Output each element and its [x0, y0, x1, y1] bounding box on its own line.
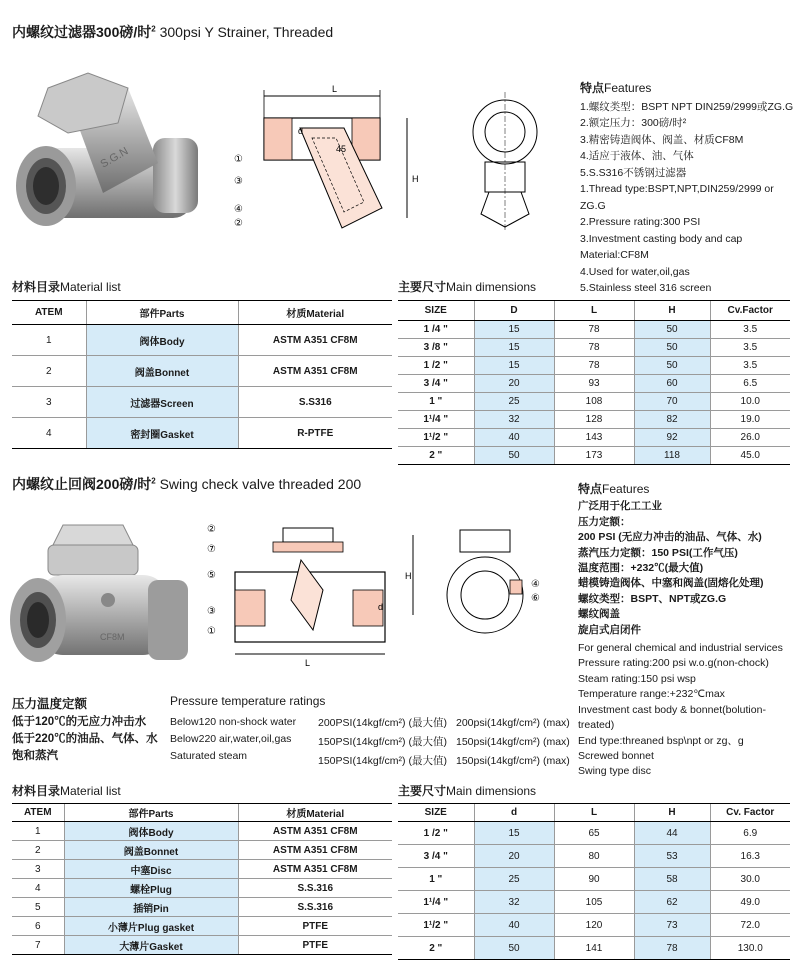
section2-title — [12, 474, 361, 494]
pt-heading-en: Pressure temperature ratings — [170, 694, 326, 708]
section2-features — [578, 482, 798, 780]
section1-title-cn: 内螺纹过滤器300磅/时 — [12, 24, 152, 40]
table-row: 1 阀体Body ASTM A351 CF8M — [12, 325, 392, 356]
section1-title-sup: 2 — [151, 24, 156, 34]
feature-line: 旋启式启闭件 — [578, 623, 641, 636]
section2-features-heading: 特点Features — [578, 482, 650, 496]
y-strainer-end-view — [465, 92, 545, 232]
table-row: 1¹/4 " 32 128 82 19.0 — [398, 411, 790, 429]
svg-text:CF8M: CF8M — [100, 632, 125, 642]
section2-dimensions-table: SIZE d L H Cv. Factor 1 /2 " 15 65 44 6.9 3 /4 " 20 80 53 16.3 1 " 25 90 58 30.0 1¹/4 " 32 105 62 49.0 1¹/2 " 40 120 73 72.0 2 " 50 141 78 130.0 — [398, 803, 790, 960]
table-row: 2 " 50 173 118 45.0 — [398, 447, 790, 465]
svg-text:⑤: ⑤ — [207, 570, 216, 581]
drawing1-label-angle: 45 — [336, 144, 347, 154]
feature-line: 3.Investment casting body and cap Material:CF8M — [580, 232, 743, 261]
table-row: 3 中塞Disc ASTM A351 CF8M — [12, 860, 392, 879]
feature-line: 4.Used for water,oil,gas — [580, 265, 690, 278]
feature-line: 5.Stainless steel 316 screen — [580, 282, 712, 294]
svg-text:③: ③ — [234, 176, 243, 187]
feature-line: For general chemical and industrial services — [578, 642, 783, 655]
svg-text:③: ③ — [207, 606, 216, 617]
y-strainer-photo — [8, 68, 208, 238]
drawing2-label-h: H — [405, 571, 412, 581]
section2-material-title: 材料目录Material list — [12, 784, 121, 798]
table-row: 1 阀体Body ASTM A351 CF8M — [12, 822, 392, 841]
section2-title-cn: 内螺纹止回阀200磅/时 — [12, 476, 152, 492]
feature-line: 温度范围：+232℃(最大值) — [578, 562, 704, 575]
feature-line: Pressure rating:200 psi w.o.g(non-chock) — [578, 657, 769, 670]
table-row: 3 /4 " 20 80 53 16.3 — [398, 845, 790, 868]
feature-line: 蒸汽压力定额：150 PSI(工作气压) — [578, 546, 738, 559]
table-row: 1¹/2 " 40 120 73 72.0 — [398, 914, 790, 937]
feature-line: 蜡模铸造阀体、中塞和阀盖(固熔化处理) — [578, 577, 764, 590]
feature-line: 螺纹阀盖 — [578, 608, 620, 621]
svg-text:④: ④ — [531, 579, 540, 590]
feature-line: End type:threaned bsp\npt or zg、g — [578, 734, 744, 747]
table-row: 1 /2 " 15 65 44 6.9 — [398, 822, 790, 845]
drawing1-label-l: L — [332, 84, 338, 94]
feature-line: 2.额定压力：300磅/时² — [580, 117, 687, 129]
feature-line: 2.Pressure rating:300 PSI — [580, 216, 701, 228]
section2-material-table: ATEM 部件Parts 材质Material 1 阀体Body ASTM A351 CF8M 2 阀盖Bonnet ASTM A351 CF8M 3 中塞Disc ASTM A351 CF8M 4 螺栓Plug S.S.316 5 插销Pin S.S.316 6 小薄片Plug gasket PTFE 7 大薄片Gasket PTFE — [12, 803, 392, 955]
feature-line: 4.适应于液体、油、气体 — [580, 150, 694, 162]
table-row: 3 /8 " 15 78 50 3.5 — [398, 339, 790, 357]
feature-line: 广泛用于化工工业 — [578, 500, 662, 513]
section1-title — [12, 22, 333, 42]
svg-text:②: ② — [234, 218, 243, 229]
pt-cn-lines: 低于120℃的无应力冲击水 低于220℃的油品、气体、水 饱和蒸汽 — [12, 716, 158, 762]
table-row: 3 过滤器Screen S.S316 — [12, 387, 392, 418]
table-row: 2 " 50 141 78 130.0 — [398, 937, 790, 960]
section1-dimensions-table: SIZE D L H Cv.Factor 1 /4 " 15 78 50 3.5 3 /8 " 15 78 50 3.5 1 /2 " 15 78 50 3.5 3 /4 " 20 93 60 6.5 1 " 25 108 70 10.0 1¹/4 " 32 128 82 19.0 1¹/2 " 40 143 92 26.0 2 " 50 173 118 45.0 — [398, 300, 790, 465]
feature-line: 200 PSI (无应力冲击的油品、气体、水) — [578, 531, 762, 544]
feature-line: 1.螺纹类型：BSPT NPT DIN259/2999或ZG.G — [580, 100, 794, 113]
table-row: 2 阀盖Bonnet ASTM A351 CF8M — [12, 841, 392, 860]
table-row: 1 " 25 90 58 30.0 — [398, 868, 790, 891]
pt-en-lines: Below120 non-shock water Below220 air,water,oil,gas Saturated steam — [170, 716, 297, 762]
feature-line: Temperature range:+232℃max — [578, 688, 725, 701]
feature-line: 1.Thread type:BSPT,NPT,DIN259/2999 or ZG.G — [580, 183, 774, 212]
feature-line: Steam rating:150 psi wsp — [578, 672, 696, 685]
svg-text:①: ① — [207, 626, 216, 637]
table-row: 3 /4 " 20 93 60 6.5 — [398, 375, 790, 393]
feature-line: 压力定额： — [578, 515, 631, 528]
pt-cn-values: 200PSI(14kgf/cm²) (最大值) 150PSI(14kgf/cm²) (最大值) 150PSI(14kgf/cm²) (最大值) — [318, 717, 447, 767]
table-row: 4 密封圈Gasket R-PTFE — [12, 418, 392, 449]
section1-features — [580, 80, 795, 297]
feature-line: 5.S.S316不锈钢过滤器 — [580, 166, 687, 179]
section2-dimensions-title: 主要尺寸Main dimensions — [398, 784, 537, 798]
table-row: 7 大薄片Gasket PTFE — [12, 936, 392, 955]
y-strainer-drawing — [232, 78, 422, 238]
section2-title-sup: 2 — [151, 476, 156, 486]
feature-line: Swing type disc — [578, 765, 651, 778]
table-row: 5 插销Pin S.S.316 — [12, 898, 392, 917]
drawing2-label-d: d — [378, 602, 384, 612]
svg-text:⑦: ⑦ — [207, 544, 216, 555]
swing-check-drawing — [205, 520, 395, 670]
pt-en-values: 200psi(14kgf/cm²) (max) 150psi(14kgf/cm²) (max) 150psi(14kgf/cm²) (max) — [456, 717, 570, 767]
swing-check-valve-photo — [8, 520, 193, 680]
section2-title-en: Swing check valve threaded 200 — [159, 476, 362, 492]
table-row: 1¹/2 " 40 143 92 26.0 — [398, 429, 790, 447]
table-row: 1 /2 " 15 78 50 3.5 — [398, 357, 790, 375]
section1-material-title: 材料目录Material list — [12, 280, 121, 294]
pt-heading-cn: 压力温度定额 — [12, 697, 88, 711]
svg-text:④: ④ — [234, 204, 243, 215]
svg-text:②: ② — [207, 524, 216, 535]
table-row: 6 小薄片Plug gasket PTFE — [12, 917, 392, 936]
svg-text:⑥: ⑥ — [531, 593, 540, 604]
feature-line: 3.精密铸造阀体、阀盖、材质CF8M — [580, 133, 744, 146]
drawing2-label-l: L — [305, 658, 311, 668]
swing-check-end-view — [405, 525, 555, 645]
feature-line: Investment cast body & bonnet(bolution-treated) — [578, 703, 766, 732]
section1-features-heading: 特点Features — [580, 81, 652, 95]
table-row: 1 /4 " 15 78 50 3.5 — [398, 321, 790, 339]
feature-line: Screwed bonnet — [578, 749, 654, 762]
section1-material-table: ATEM 部件Parts 材质Material 1 阀体Body ASTM A351 CF8M 2 阀盖Bonnet ASTM A351 CF8M 3 过滤器Screen S.S316 4 密封圈Gasket R-PTFE — [12, 300, 392, 449]
section1-title-en: 300psi Y Strainer, Threaded — [159, 24, 334, 40]
feature-line: 螺纹类型：BSPT、NPT或ZG.G — [578, 592, 727, 605]
drawing1-label-h: H — [412, 174, 419, 184]
section1-dimensions-title: 主要尺寸Main dimensions — [398, 280, 537, 294]
drawing1-label-d: d — [298, 126, 304, 136]
svg-text:①: ① — [234, 154, 243, 165]
svg-text:S.G.N: S.G.N — [98, 145, 131, 171]
table-row: 1 " 25 108 70 10.0 — [398, 393, 790, 411]
table-row: 4 螺栓Plug S.S.316 — [12, 879, 392, 898]
table-row: 1¹/4 " 32 105 62 49.0 — [398, 891, 790, 914]
table-row: 2 阀盖Bonnet ASTM A351 CF8M — [12, 356, 392, 387]
